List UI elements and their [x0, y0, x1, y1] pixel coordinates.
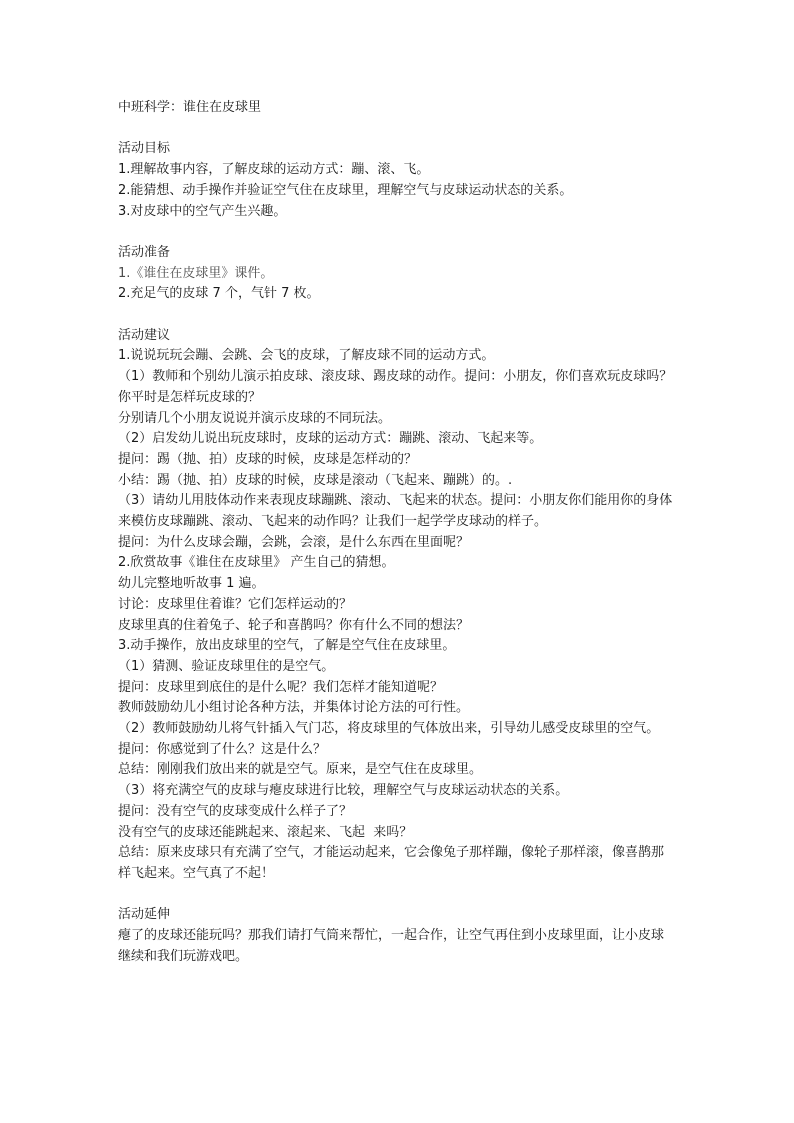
goal-item: 3.对皮球中的空气产生兴趣。: [118, 203, 287, 219]
suggestion-line: 3.动手操作，放出皮球里的空气，了解是空气住在皮球里。: [118, 638, 456, 654]
suggestion-line: 皮球里真的住着兔子、轮子和喜鹊吗？你有什么不同的想法？: [118, 617, 470, 633]
suggestion-line: 教师鼓励幼儿小组讨论各种方法，并集体讨论方法的可行性。: [118, 700, 470, 716]
suggestion-line: 讨论：皮球里住着谁？它们怎样运动的？: [118, 596, 353, 612]
suggestion-line: 提问：没有空气的皮球变成什么样子了？: [118, 803, 353, 819]
goal-item: 1.理解故事内容，了解皮球的运动方式：蹦、滚、飞。: [118, 162, 430, 178]
suggestion-line: 总结：刚刚我们放出来的就是空气。原来，是空气住在皮球里。: [118, 762, 483, 778]
suggestion-line: 提问：踢（抛、拍）皮球的时候，皮球是怎样动的？: [118, 451, 418, 467]
preparation-heading: 活动准备: [118, 244, 171, 260]
suggestion-line: （3）请幼儿用肢体动作来表现皮球蹦跳、滚动、飞起来的状态。提问：小朋友你们能用你的身体来模仿皮球蹦跳、滚动、飞起来的动作吗？让我们一起学学皮球动的样子。: [118, 493, 673, 530]
preparation-item: 2.充足气的皮球 7 个，气针 7 枚。: [118, 286, 320, 302]
goal-item: 2.能猜想、动手操作并验证空气住在皮球里，理解空气与皮球运动状态的关系。: [118, 182, 573, 198]
extension-heading: 活动延伸: [118, 907, 171, 923]
suggestion-line: （1）猜测、验证皮球里住的是空气。: [118, 658, 335, 674]
suggestion-line: 提问：你感觉到了什么？这是什么？: [118, 741, 327, 757]
suggestion-line: （2）启发幼儿说出玩皮球时，皮球的运动方式：蹦跳、滚动、飞起来等。: [118, 431, 543, 447]
spacer: [118, 119, 674, 140]
extension-line: 瘪了的皮球还能玩吗？那我们请打气筒来帮忙，一起合作，让空气再住到小皮球里面，让小皮球继续和我们玩游戏吧。: [118, 928, 665, 964]
suggestion-line: 没有空气的皮球还能跳起来、滚起来、飞起 来吗？: [118, 824, 413, 840]
suggestion-line: 小结：踢（抛、拍）皮球的时候，皮球是滚动（飞起来、蹦跳）的。.: [118, 472, 513, 488]
document-title: 中班科学：谁住在皮球里: [118, 100, 262, 115]
suggestion-line: （1）教师和个别幼儿演示拍皮球、滚皮球、踢皮球的动作。提问：小朋友，你们喜欢玩皮球吗？你平时是怎样玩皮球的？: [118, 369, 673, 405]
spacer: [118, 885, 674, 906]
spacer: [118, 305, 674, 326]
suggestion-line: 分别请几个小朋友说说并演示皮球的不同玩法。: [118, 410, 392, 426]
suggestion-line: 幼儿完整地听故事 1 遍。: [118, 576, 265, 592]
suggestion-line: 总结：原来皮球只有充满了空气，才能运动起来，它会像兔子那样蹦，像轮子那样滚，像喜鹊那样飞起来。空气真了不起！: [118, 845, 665, 881]
suggestion-line: （2）教师鼓励幼儿将气针插入气门芯，将皮球里的气体放出来，引导幼儿感受皮球里的空气。: [118, 721, 660, 737]
suggestions-heading: 活动建议: [118, 327, 171, 343]
suggestion-line: 1.说说玩玩会蹦、会跳、会飞的皮球，了解皮球不同的运动方式。: [118, 348, 495, 364]
suggestion-line: 提问：皮球里到底住的是什么呢？我们怎样才能知道呢？: [118, 679, 444, 695]
preparation-item: 1.《谁住在皮球里》课件。: [118, 265, 274, 281]
document-body: [118, 98, 674, 967]
suggestion-line: 提问：为什么皮球会蹦，会跳，会滚，是什么东西在里面呢？: [118, 534, 470, 550]
goals-heading: 活动目标: [118, 141, 171, 157]
spacer: [118, 222, 674, 243]
suggestion-line: 2.欣赏故事《谁住在皮球里》 产生自己的猜想。: [118, 555, 395, 571]
suggestion-line: （3）将充满空气的皮球与瘪皮球进行比较，理解空气与皮球运动状态的关系。: [118, 783, 569, 799]
